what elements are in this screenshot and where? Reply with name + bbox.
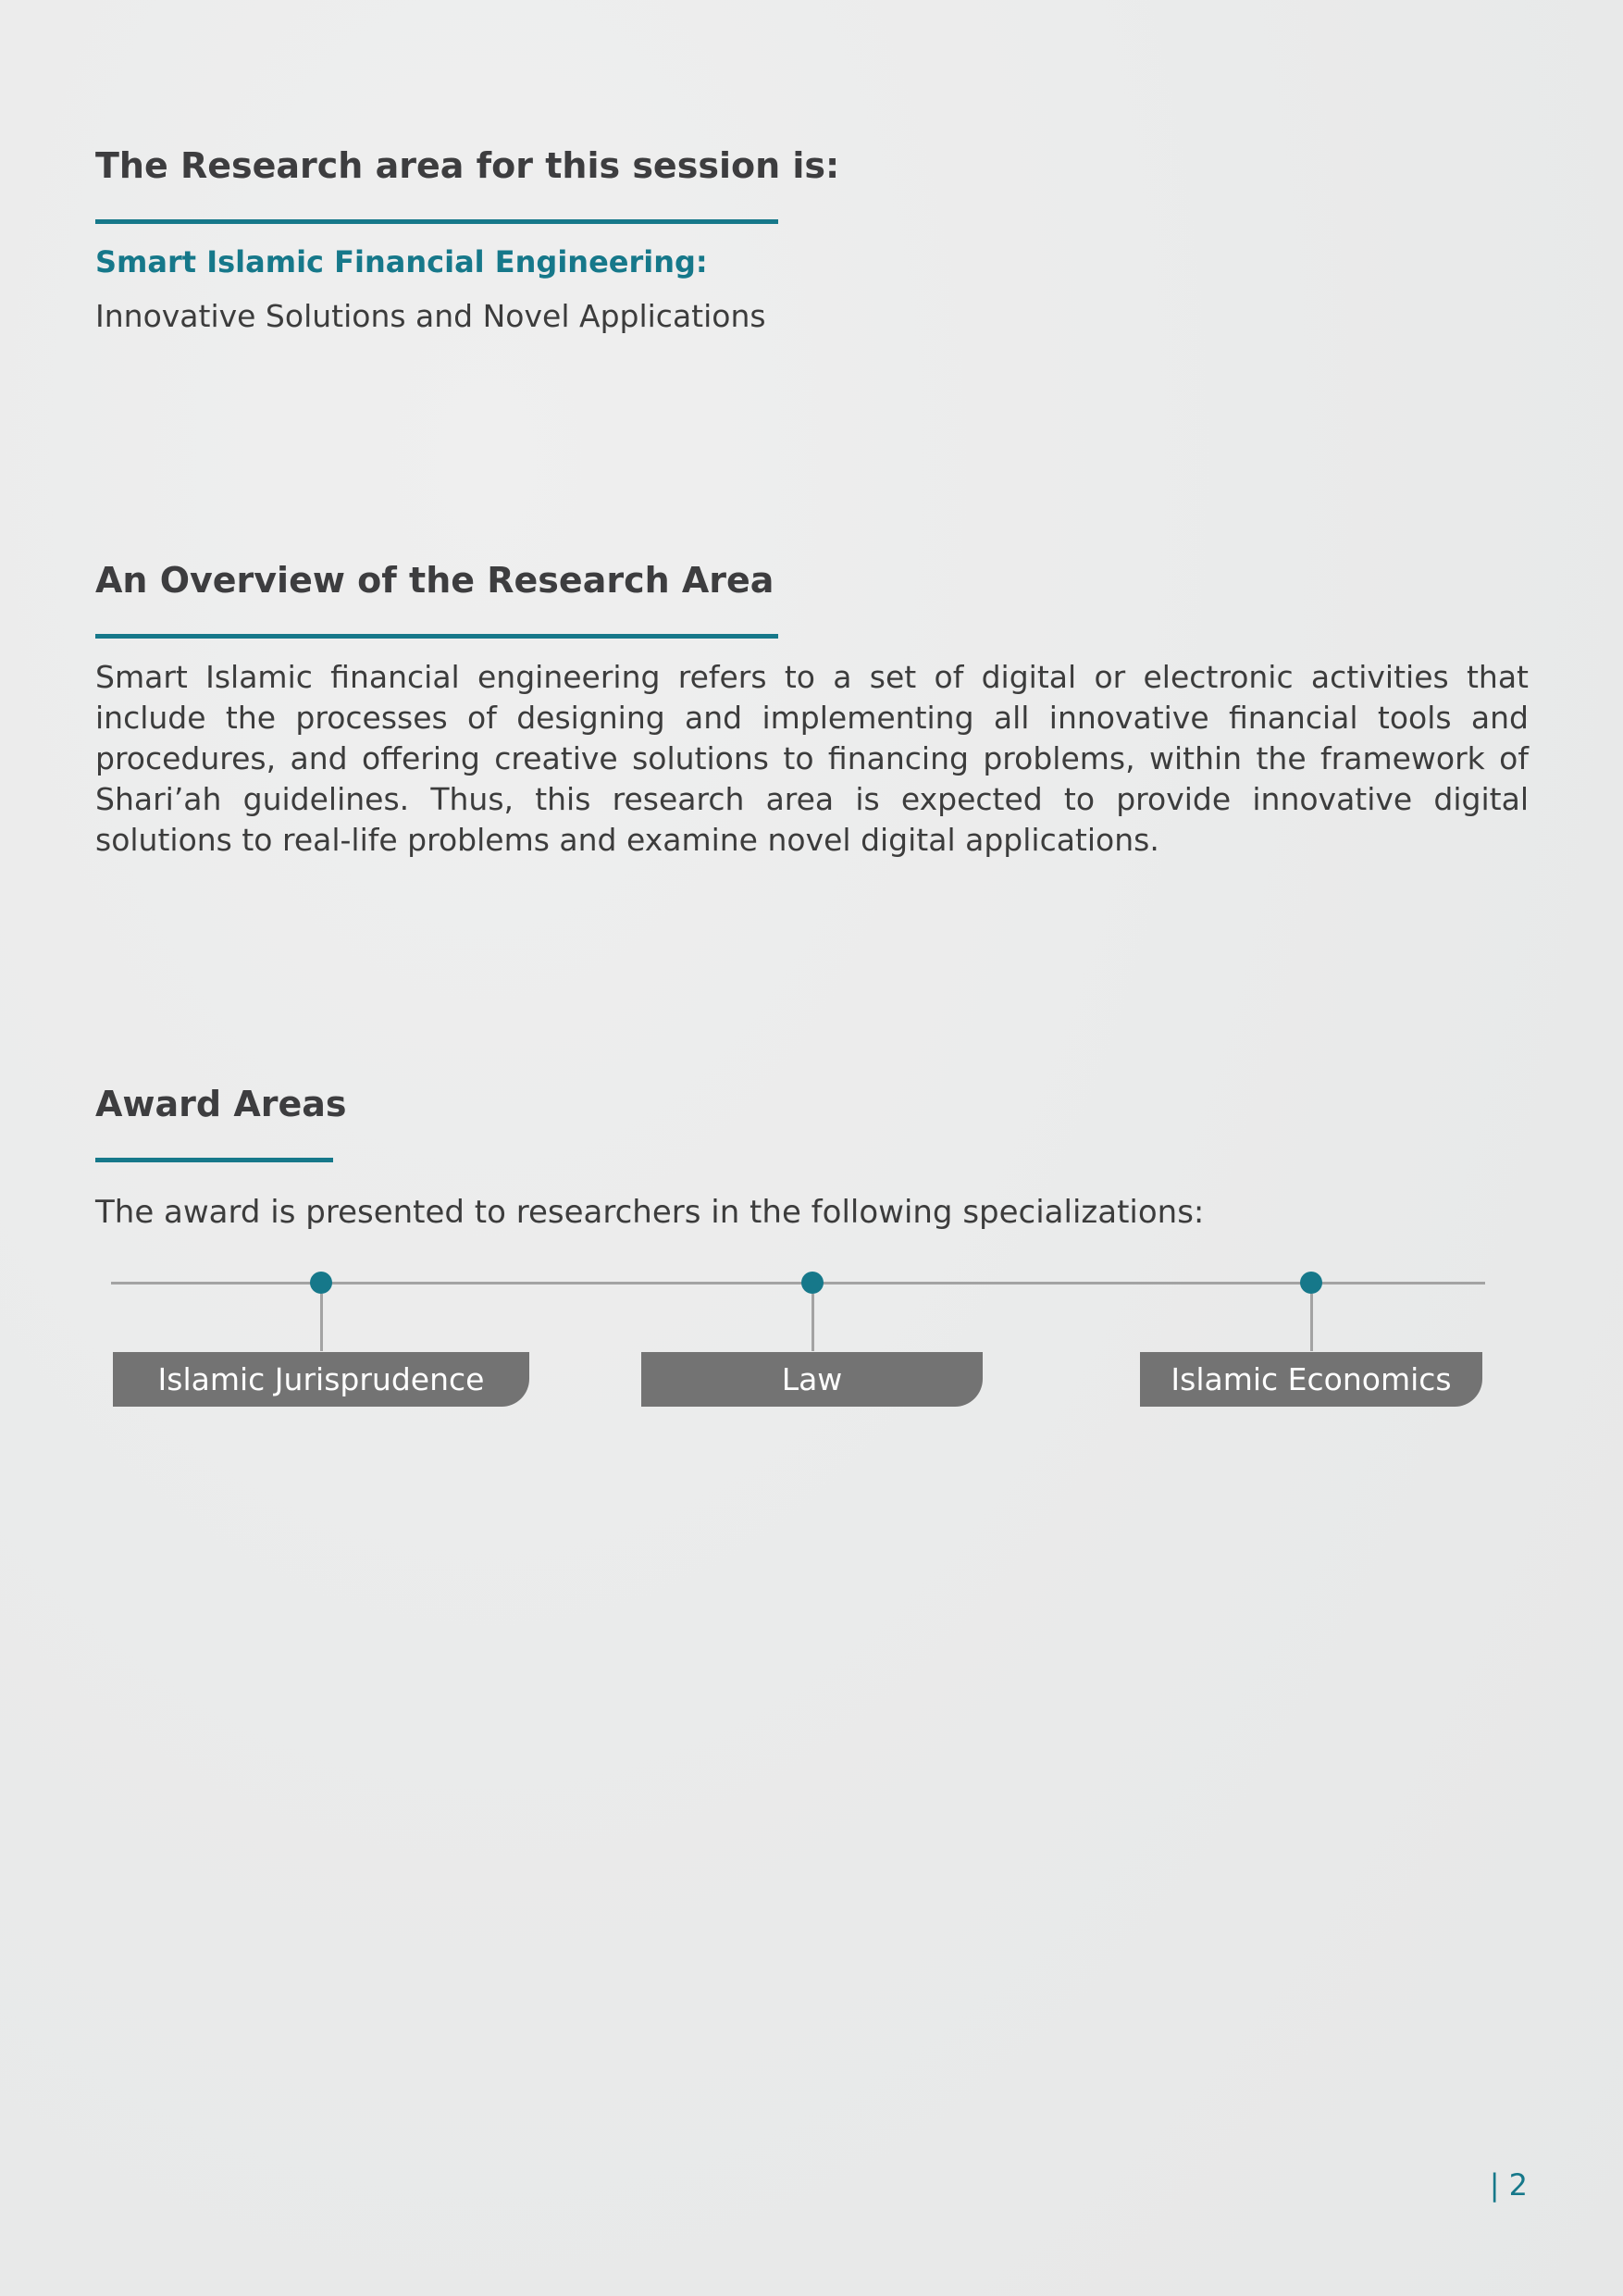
award-areas-heading: Award Areas <box>95 1084 347 1124</box>
area-tag-islamic-jurisprudence: Islamic Jurisprudence <box>113 1352 529 1407</box>
timeline-dot <box>801 1272 824 1294</box>
timeline-stem <box>812 1294 814 1351</box>
topic-title: Smart Islamic Financial Engineering: <box>95 244 708 279</box>
overview-heading: An Overview of the Research Area <box>95 560 774 601</box>
session-heading: The Research area for this session is: <box>95 145 840 186</box>
topic-subtitle: Innovative Solutions and Novel Applications <box>95 298 766 334</box>
timeline-stem <box>320 1294 323 1351</box>
timeline-dot <box>1300 1272 1322 1294</box>
area-tag-islamic-economics: Islamic Economics <box>1140 1352 1482 1407</box>
award-areas-intro: The award is presented to researchers in the following specializations: <box>95 1194 1205 1231</box>
timeline-stem <box>1310 1294 1313 1351</box>
page-number: | 2 <box>1489 2167 1528 2203</box>
area-tag-law: Law <box>641 1352 983 1407</box>
award-areas-heading-rule <box>95 1158 333 1162</box>
overview-heading-rule <box>95 634 778 639</box>
timeline-dot <box>310 1272 332 1294</box>
session-heading-rule <box>95 219 778 224</box>
overview-paragraph: Smart Islamic financial engineering refers to a set of digital or electronic activities that include the processes of designing and implementing all innovative financial tools and procedures, and offering creative solutions to financing problems, within the framework of Shari’ah guidelines. Thus, this research area is expected to provide innovative digital solutions to real-life problems and examine novel digital applications. <box>95 659 1529 858</box>
